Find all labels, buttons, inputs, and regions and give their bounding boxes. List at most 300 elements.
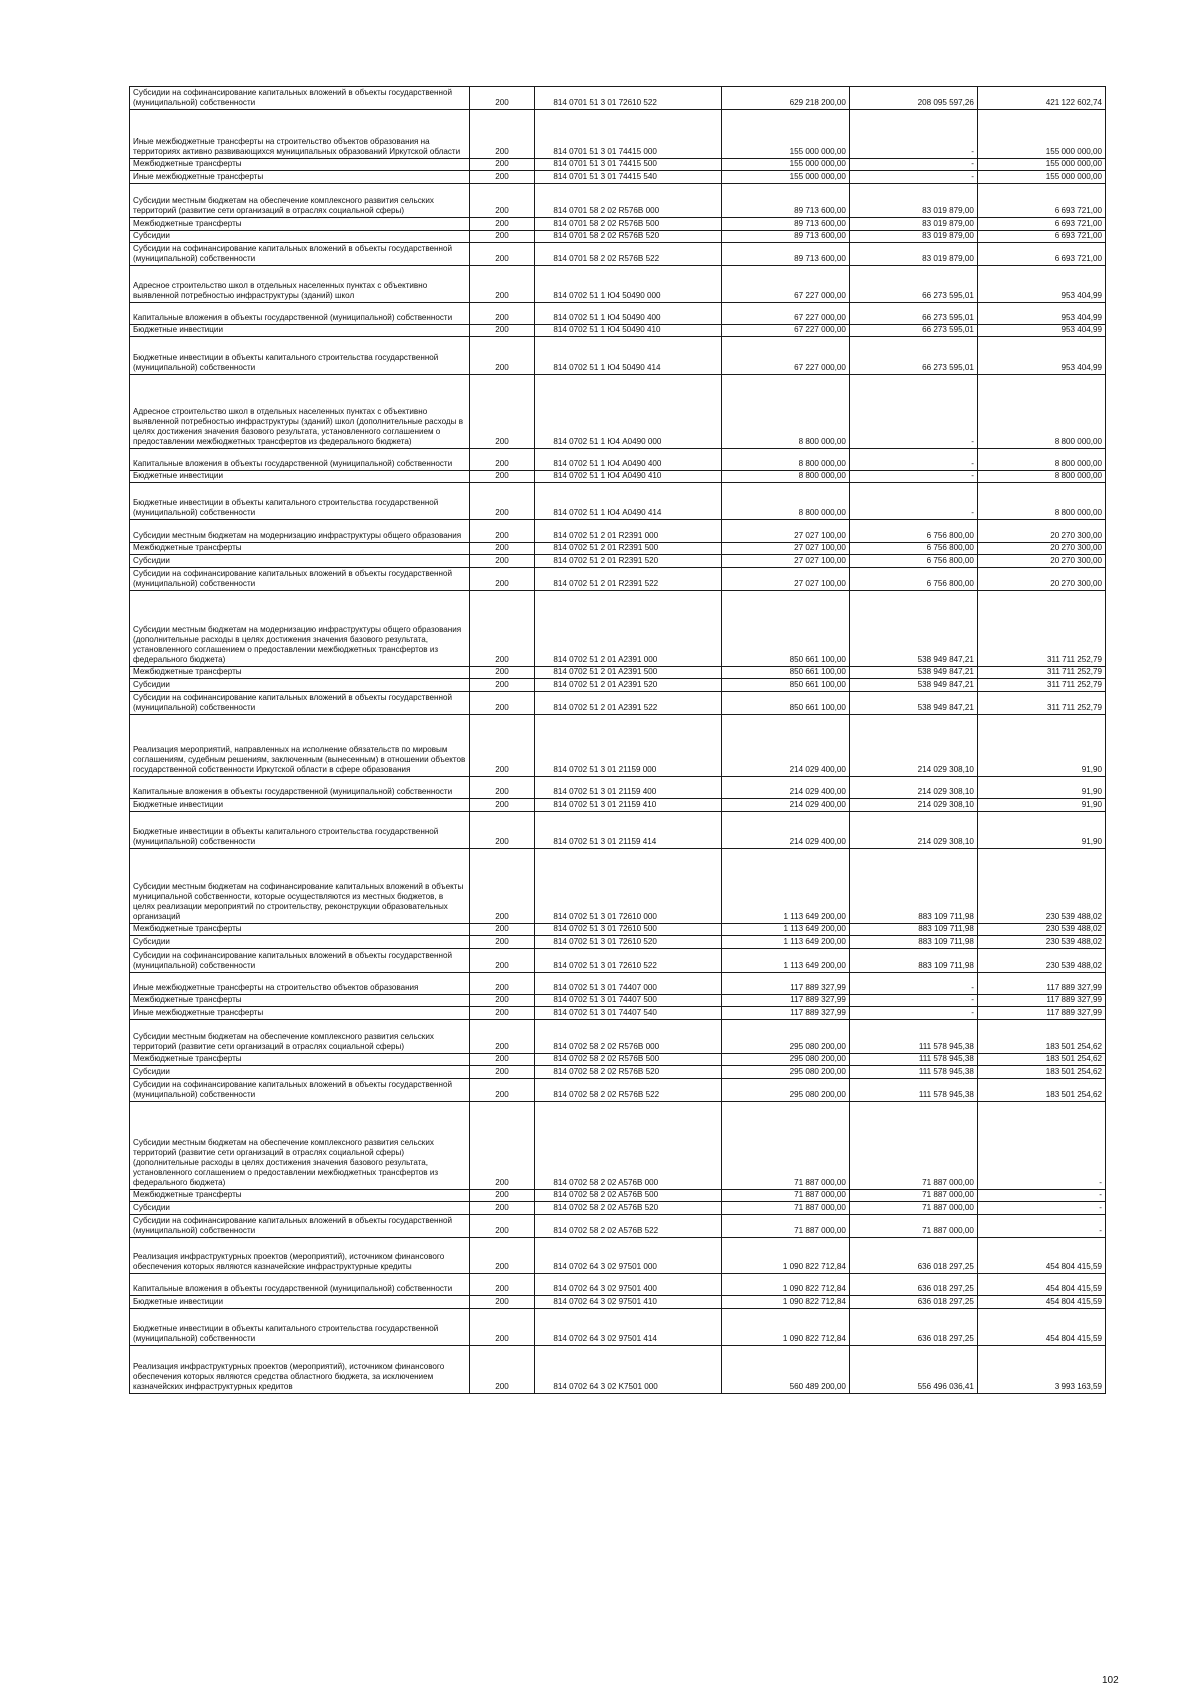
row-budget-classification-code: 814 0702 51 1 Ю4 50490 410 <box>535 325 722 337</box>
table-row <box>130 1346 1106 1394</box>
row-line-code: 200 <box>469 483 535 520</box>
table-row <box>130 667 1106 679</box>
row-name: Иные межбюджетные трансферты на строительство объектов образования на территориях активно развивающихся муниципальных образований Иркутской области <box>130 110 470 159</box>
row-budget-classification-code: 814 0701 58 2 02 R576B 520 <box>535 231 722 243</box>
row-unexecuted-amount: 6 693 721,00 <box>977 243 1105 266</box>
row-approved-amount: 67 227 000,00 <box>721 337 849 375</box>
row-unexecuted-amount: 953 404,99 <box>977 266 1105 303</box>
table-row <box>130 449 1106 471</box>
row-line-code: 200 <box>469 1102 535 1190</box>
row-executed-amount: 111 578 945,38 <box>849 1020 977 1054</box>
row-approved-amount: 850 661 100,00 <box>721 692 849 715</box>
row-name: Субсидии на софинансирование капитальных вложений в объекты государственной (муниципальной) собственности <box>130 243 470 266</box>
table-row <box>130 849 1106 924</box>
row-unexecuted-amount: 454 804 415,59 <box>977 1309 1105 1346</box>
row-budget-classification-code: 814 0702 64 3 02 97501 410 <box>535 1296 722 1309</box>
budget-sheet <box>129 86 1106 1394</box>
table-row <box>130 231 1106 243</box>
table-row <box>130 1238 1106 1274</box>
row-approved-amount: 117 889 327,99 <box>721 1007 849 1020</box>
row-unexecuted-amount: 117 889 327,99 <box>977 995 1105 1007</box>
row-line-code: 200 <box>469 218 535 231</box>
row-approved-amount: 1 113 649 200,00 <box>721 849 849 924</box>
row-line-code: 200 <box>469 171 535 184</box>
table-row <box>130 110 1106 159</box>
row-approved-amount: 8 800 000,00 <box>721 375 849 449</box>
row-name: Межбюджетные трансферты <box>130 1190 470 1202</box>
table-row <box>130 1102 1106 1190</box>
row-name: Субсидии на софинансирование капитальных вложений в объекты государственной (муниципальной) собственности <box>130 1079 470 1102</box>
row-unexecuted-amount: 6 693 721,00 <box>977 218 1105 231</box>
row-line-code: 200 <box>469 812 535 849</box>
row-executed-amount: 6 756 800,00 <box>849 555 977 568</box>
table-row <box>130 1054 1106 1066</box>
row-line-code: 200 <box>469 692 535 715</box>
row-executed-amount: 208 095 597,26 <box>849 87 977 110</box>
row-executed-amount: 71 887 000,00 <box>849 1215 977 1238</box>
row-budget-classification-code: 814 0702 51 3 01 72610 522 <box>535 949 722 973</box>
row-approved-amount: 27 027 100,00 <box>721 555 849 568</box>
row-budget-classification-code: 814 0702 51 3 01 74407 500 <box>535 995 722 1007</box>
row-line-code: 200 <box>469 777 535 799</box>
row-name: Реализация инфраструктурных проектов (мероприятий), источником финансового обеспечения которых являются казначейские инфраструктурные кредиты <box>130 1238 470 1274</box>
row-name: Бюджетные инвестиции <box>130 1296 470 1309</box>
row-line-code: 200 <box>469 520 535 543</box>
row-budget-classification-code: 814 0702 51 1 Ю4 A0490 410 <box>535 471 722 483</box>
row-approved-amount: 89 713 600,00 <box>721 231 849 243</box>
row-approved-amount: 850 661 100,00 <box>721 591 849 667</box>
row-approved-amount: 67 227 000,00 <box>721 325 849 337</box>
row-name: Субсидии на софинансирование капитальных вложений в объекты государственной (муниципальной) собственности <box>130 87 470 110</box>
row-budget-classification-code: 814 0702 51 3 01 74407 540 <box>535 1007 722 1020</box>
table-row <box>130 1190 1106 1202</box>
row-name: Субсидии на софинансирование капитальных вложений в объекты государственной (муниципальной) собственности <box>130 692 470 715</box>
row-approved-amount: 1 090 822 712,84 <box>721 1309 849 1346</box>
row-budget-classification-code: 814 0702 51 1 Ю4 A0490 000 <box>535 375 722 449</box>
table-row <box>130 692 1106 715</box>
table-row <box>130 568 1106 591</box>
row-budget-classification-code: 814 0702 51 3 01 21159 000 <box>535 715 722 777</box>
row-line-code: 200 <box>469 1066 535 1079</box>
row-approved-amount: 8 800 000,00 <box>721 449 849 471</box>
row-executed-amount: 883 109 711,98 <box>849 924 977 936</box>
table-row <box>130 936 1106 949</box>
row-executed-amount: 66 273 595,01 <box>849 303 977 325</box>
row-approved-amount: 1 090 822 712,84 <box>721 1296 849 1309</box>
row-executed-amount: - <box>849 483 977 520</box>
row-line-code: 200 <box>469 973 535 995</box>
table-row <box>130 543 1106 555</box>
row-executed-amount: 538 949 847,21 <box>849 667 977 679</box>
row-approved-amount: 214 029 400,00 <box>721 777 849 799</box>
row-approved-amount: 89 713 600,00 <box>721 243 849 266</box>
row-line-code: 200 <box>469 266 535 303</box>
row-unexecuted-amount: 454 804 415,59 <box>977 1274 1105 1296</box>
row-unexecuted-amount: 91,90 <box>977 715 1105 777</box>
table-row <box>130 483 1106 520</box>
row-name: Бюджетные инвестиции <box>130 471 470 483</box>
row-name: Иные межбюджетные трансферты <box>130 1007 470 1020</box>
row-unexecuted-amount: 311 711 252,79 <box>977 591 1105 667</box>
row-budget-classification-code: 814 0702 64 3 02 97501 414 <box>535 1309 722 1346</box>
row-line-code: 200 <box>469 924 535 936</box>
row-line-code: 200 <box>469 568 535 591</box>
row-line-code: 200 <box>469 936 535 949</box>
row-approved-amount: 8 800 000,00 <box>721 471 849 483</box>
row-executed-amount: - <box>849 110 977 159</box>
row-approved-amount: 71 887 000,00 <box>721 1102 849 1190</box>
table-row <box>130 1202 1106 1215</box>
row-name: Бюджетные инвестиции <box>130 325 470 337</box>
row-approved-amount: 67 227 000,00 <box>721 266 849 303</box>
row-approved-amount: 560 489 200,00 <box>721 1346 849 1394</box>
row-line-code: 200 <box>469 1346 535 1394</box>
row-executed-amount: 71 887 000,00 <box>849 1202 977 1215</box>
row-line-code: 200 <box>469 1190 535 1202</box>
row-line-code: 200 <box>469 591 535 667</box>
table-row <box>130 1079 1106 1102</box>
table-row <box>130 243 1106 266</box>
row-unexecuted-amount: 6 693 721,00 <box>977 231 1105 243</box>
table-row <box>130 1020 1106 1054</box>
row-unexecuted-amount: 91,90 <box>977 812 1105 849</box>
table-row <box>130 184 1106 218</box>
row-unexecuted-amount: 183 501 254,62 <box>977 1054 1105 1066</box>
row-name: Бюджетные инвестиции в объекты капитального строительства государственной (муниципальной) собственности <box>130 483 470 520</box>
row-name: Реализация инфраструктурных проектов (мероприятий), источником финансового обеспечения которых являются средства областного бюджета, за исключением казначейских инфраструктурных кредитов <box>130 1346 470 1394</box>
row-unexecuted-amount: 155 000 000,00 <box>977 171 1105 184</box>
budget-execution-table <box>129 86 1106 1394</box>
row-executed-amount: 111 578 945,38 <box>849 1054 977 1066</box>
table-row <box>130 555 1106 568</box>
row-line-code: 200 <box>469 949 535 973</box>
row-line-code: 200 <box>469 375 535 449</box>
row-approved-amount: 71 887 000,00 <box>721 1202 849 1215</box>
row-line-code: 200 <box>469 231 535 243</box>
row-unexecuted-amount: - <box>977 1202 1105 1215</box>
row-name: Реализация мероприятий, направленных на исполнение обязательств по мировым соглашениям, судебным решениям, заключенным (вынесенным) в отношении объектов государственной собственности Иркутской области в сфере образования <box>130 715 470 777</box>
table-row <box>130 218 1106 231</box>
row-budget-classification-code: 814 0702 64 3 02 K7501 000 <box>535 1346 722 1394</box>
row-line-code: 200 <box>469 1309 535 1346</box>
page-number: 102 <box>1102 1675 1119 1686</box>
row-executed-amount: 636 018 297,25 <box>849 1296 977 1309</box>
row-unexecuted-amount: 8 800 000,00 <box>977 375 1105 449</box>
row-executed-amount: 83 019 879,00 <box>849 231 977 243</box>
row-executed-amount: 71 887 000,00 <box>849 1190 977 1202</box>
row-unexecuted-amount: 117 889 327,99 <box>977 973 1105 995</box>
row-line-code: 200 <box>469 679 535 692</box>
row-unexecuted-amount: 454 804 415,59 <box>977 1296 1105 1309</box>
table-row <box>130 303 1106 325</box>
row-budget-classification-code: 814 0702 51 3 01 72610 000 <box>535 849 722 924</box>
row-executed-amount: - <box>849 1007 977 1020</box>
row-executed-amount: 66 273 595,01 <box>849 266 977 303</box>
row-unexecuted-amount: 183 501 254,62 <box>977 1066 1105 1079</box>
row-executed-amount: - <box>849 449 977 471</box>
row-name: Капитальные вложения в объекты государственной (муниципальной) собственности <box>130 1274 470 1296</box>
row-executed-amount: 83 019 879,00 <box>849 243 977 266</box>
row-name: Бюджетные инвестиции в объекты капитального строительства государственной (муниципальной) собственности <box>130 1309 470 1346</box>
row-approved-amount: 1 113 649 200,00 <box>721 924 849 936</box>
table-row <box>130 777 1106 799</box>
row-name: Межбюджетные трансферты <box>130 218 470 231</box>
row-approved-amount: 295 080 200,00 <box>721 1079 849 1102</box>
row-unexecuted-amount: - <box>977 1102 1105 1190</box>
row-approved-amount: 295 080 200,00 <box>721 1020 849 1054</box>
row-name: Субсидии местным бюджетам на обеспечение комплексного развития сельских территорий (развитие сети организаций в отраслях социальной сферы) <box>130 184 470 218</box>
row-unexecuted-amount: 311 711 252,79 <box>977 679 1105 692</box>
row-approved-amount: 850 661 100,00 <box>721 667 849 679</box>
row-approved-amount: 1 090 822 712,84 <box>721 1274 849 1296</box>
row-unexecuted-amount: 8 800 000,00 <box>977 471 1105 483</box>
row-executed-amount: 214 029 308,10 <box>849 812 977 849</box>
table-row <box>130 1066 1106 1079</box>
table-row <box>130 87 1106 110</box>
row-line-code: 200 <box>469 1202 535 1215</box>
row-unexecuted-amount: - <box>977 1190 1105 1202</box>
row-budget-classification-code: 814 0702 58 2 02 R576B 522 <box>535 1079 722 1102</box>
row-line-code: 200 <box>469 555 535 568</box>
row-name: Иные межбюджетные трансферты <box>130 171 470 184</box>
row-budget-classification-code: 814 0702 58 2 02 A576B 520 <box>535 1202 722 1215</box>
row-name: Субсидии местным бюджетам на обеспечение комплексного развития сельских территорий (развитие сети организаций в отраслях социальной сферы) <box>130 1020 470 1054</box>
row-executed-amount: 83 019 879,00 <box>849 218 977 231</box>
row-name: Субсидии местным бюджетам на модернизацию инфраструктуры общего образования (дополнительные расходы в целях достижения значения базового результата, установленного соглашением о предоставлении межбюджетных трансфертов из федерального бюджета) <box>130 591 470 667</box>
row-unexecuted-amount: 20 270 300,00 <box>977 555 1105 568</box>
row-budget-classification-code: 814 0702 58 2 02 R576B 000 <box>535 1020 722 1054</box>
table-row <box>130 375 1106 449</box>
row-line-code: 200 <box>469 715 535 777</box>
row-name: Капитальные вложения в объекты государственной (муниципальной) собственности <box>130 449 470 471</box>
table-row <box>130 337 1106 375</box>
row-unexecuted-amount: 230 539 488,02 <box>977 849 1105 924</box>
table-row <box>130 325 1106 337</box>
row-budget-classification-code: 814 0702 51 1 Ю4 A0490 414 <box>535 483 722 520</box>
row-unexecuted-amount: 230 539 488,02 <box>977 949 1105 973</box>
row-budget-classification-code: 814 0702 58 2 02 A576B 522 <box>535 1215 722 1238</box>
row-budget-classification-code: 814 0702 51 3 01 21159 410 <box>535 799 722 812</box>
row-line-code: 200 <box>469 303 535 325</box>
row-budget-classification-code: 814 0702 51 1 Ю4 50490 000 <box>535 266 722 303</box>
row-name: Субсидии <box>130 1202 470 1215</box>
row-name: Субсидии <box>130 555 470 568</box>
row-executed-amount: 214 029 308,10 <box>849 777 977 799</box>
row-unexecuted-amount: 20 270 300,00 <box>977 568 1105 591</box>
row-budget-classification-code: 814 0701 51 3 01 72610 522 <box>535 87 722 110</box>
row-budget-classification-code: 814 0701 58 2 02 R576B 000 <box>535 184 722 218</box>
row-approved-amount: 27 027 100,00 <box>721 520 849 543</box>
row-budget-classification-code: 814 0702 58 2 02 R576B 520 <box>535 1066 722 1079</box>
row-approved-amount: 295 080 200,00 <box>721 1066 849 1079</box>
row-line-code: 200 <box>469 184 535 218</box>
row-executed-amount: 538 949 847,21 <box>849 591 977 667</box>
row-name: Субсидии местным бюджетам на обеспечение комплексного развития сельских территорий (развитие сети организаций в отраслях социальной сферы) (дополнительные расходы в целях достижения значения базового результата, установленного соглашением о предоставлении межбюджетных трансфертов из федерального бюджета) <box>130 1102 470 1190</box>
row-name: Капитальные вложения в объекты государственной (муниципальной) собственности <box>130 303 470 325</box>
row-unexecuted-amount: 8 800 000,00 <box>977 449 1105 471</box>
row-unexecuted-amount: 3 993 163,59 <box>977 1346 1105 1394</box>
row-budget-classification-code: 814 0701 51 3 01 74415 540 <box>535 171 722 184</box>
row-name: Субсидии местным бюджетам на модернизацию инфраструктуры общего образования <box>130 520 470 543</box>
row-name: Субсидии <box>130 936 470 949</box>
row-unexecuted-amount: 311 711 252,79 <box>977 667 1105 679</box>
row-budget-classification-code: 814 0702 51 2 01 R2391 000 <box>535 520 722 543</box>
row-approved-amount: 214 029 400,00 <box>721 715 849 777</box>
row-unexecuted-amount: 117 889 327,99 <box>977 1007 1105 1020</box>
row-budget-classification-code: 814 0702 51 3 01 21159 400 <box>535 777 722 799</box>
row-executed-amount: 538 949 847,21 <box>849 679 977 692</box>
row-line-code: 200 <box>469 1274 535 1296</box>
row-unexecuted-amount: 311 711 252,79 <box>977 692 1105 715</box>
row-name: Субсидии на софинансирование капитальных вложений в объекты государственной (муниципальной) собственности <box>130 949 470 973</box>
row-name: Бюджетные инвестиции в объекты капитального строительства государственной (муниципальной) собственности <box>130 337 470 375</box>
table-row <box>130 1215 1106 1238</box>
row-executed-amount: 6 756 800,00 <box>849 568 977 591</box>
row-name: Капитальные вложения в объекты государственной (муниципальной) собственности <box>130 777 470 799</box>
row-approved-amount: 629 218 200,00 <box>721 87 849 110</box>
row-unexecuted-amount: 230 539 488,02 <box>977 924 1105 936</box>
row-unexecuted-amount: 953 404,99 <box>977 325 1105 337</box>
row-budget-classification-code: 814 0702 51 3 01 72610 520 <box>535 936 722 949</box>
row-budget-classification-code: 814 0702 51 2 01 A2391 522 <box>535 692 722 715</box>
row-executed-amount: 66 273 595,01 <box>849 337 977 375</box>
row-line-code: 200 <box>469 243 535 266</box>
table-row <box>130 973 1106 995</box>
row-unexecuted-amount: 8 800 000,00 <box>977 483 1105 520</box>
table-row <box>130 1296 1106 1309</box>
row-executed-amount: 111 578 945,38 <box>849 1066 977 1079</box>
row-line-code: 200 <box>469 1238 535 1274</box>
row-name: Межбюджетные трансферты <box>130 543 470 555</box>
row-line-code: 200 <box>469 1054 535 1066</box>
row-executed-amount: 214 029 308,10 <box>849 715 977 777</box>
row-approved-amount: 155 000 000,00 <box>721 171 849 184</box>
row-budget-classification-code: 814 0701 58 2 02 R576B 500 <box>535 218 722 231</box>
table-row <box>130 715 1106 777</box>
row-unexecuted-amount: 953 404,99 <box>977 337 1105 375</box>
row-approved-amount: 850 661 100,00 <box>721 679 849 692</box>
row-approved-amount: 27 027 100,00 <box>721 568 849 591</box>
row-executed-amount: 556 496 036,41 <box>849 1346 977 1394</box>
row-executed-amount: 538 949 847,21 <box>849 692 977 715</box>
row-approved-amount: 1 113 649 200,00 <box>721 949 849 973</box>
row-budget-classification-code: 814 0702 51 3 01 74407 000 <box>535 973 722 995</box>
row-budget-classification-code: 814 0702 58 2 02 R576B 500 <box>535 1054 722 1066</box>
row-budget-classification-code: 814 0701 58 2 02 R576B 522 <box>535 243 722 266</box>
row-executed-amount: 636 018 297,25 <box>849 1274 977 1296</box>
row-unexecuted-amount: 20 270 300,00 <box>977 520 1105 543</box>
row-executed-amount: 883 109 711,98 <box>849 849 977 924</box>
row-name: Межбюджетные трансферты <box>130 1054 470 1066</box>
table-row <box>130 1007 1106 1020</box>
row-executed-amount: 883 109 711,98 <box>849 936 977 949</box>
row-budget-classification-code: 814 0702 51 1 Ю4 50490 400 <box>535 303 722 325</box>
row-unexecuted-amount: 183 501 254,62 <box>977 1020 1105 1054</box>
row-approved-amount: 89 713 600,00 <box>721 184 849 218</box>
row-approved-amount: 155 000 000,00 <box>721 110 849 159</box>
table-row <box>130 799 1106 812</box>
row-budget-classification-code: 814 0702 58 2 02 A576B 000 <box>535 1102 722 1190</box>
row-unexecuted-amount: 183 501 254,62 <box>977 1079 1105 1102</box>
row-name: Адресное строительство школ в отдельных населенных пунктах с объективно выявленной потребностью инфраструктуры (зданий) школ <box>130 266 470 303</box>
row-approved-amount: 67 227 000,00 <box>721 303 849 325</box>
row-unexecuted-amount: 155 000 000,00 <box>977 110 1105 159</box>
row-approved-amount: 1 090 822 712,84 <box>721 1238 849 1274</box>
row-line-code: 200 <box>469 1215 535 1238</box>
table-row <box>130 1309 1106 1346</box>
row-budget-classification-code: 814 0702 58 2 02 A576B 500 <box>535 1190 722 1202</box>
row-executed-amount: 214 029 308,10 <box>849 799 977 812</box>
table-row <box>130 812 1106 849</box>
row-unexecuted-amount: 421 122 602,74 <box>977 87 1105 110</box>
row-name: Субсидии на софинансирование капитальных вложений в объекты государственной (муниципальной) собственности <box>130 1215 470 1238</box>
table-row <box>130 591 1106 667</box>
row-executed-amount: 636 018 297,25 <box>849 1238 977 1274</box>
row-unexecuted-amount: 953 404,99 <box>977 303 1105 325</box>
row-name: Иные межбюджетные трансферты на строительство объектов образования <box>130 973 470 995</box>
row-budget-classification-code: 814 0701 51 3 01 74415 000 <box>535 110 722 159</box>
table-row <box>130 159 1106 171</box>
row-approved-amount: 155 000 000,00 <box>721 159 849 171</box>
row-approved-amount: 117 889 327,99 <box>721 973 849 995</box>
row-line-code: 200 <box>469 1020 535 1054</box>
row-executed-amount: - <box>849 973 977 995</box>
table-row <box>130 924 1106 936</box>
row-line-code: 200 <box>469 995 535 1007</box>
row-unexecuted-amount: 91,90 <box>977 777 1105 799</box>
row-approved-amount: 1 113 649 200,00 <box>721 936 849 949</box>
row-budget-classification-code: 814 0702 51 2 01 A2391 500 <box>535 667 722 679</box>
row-approved-amount: 71 887 000,00 <box>721 1190 849 1202</box>
row-budget-classification-code: 814 0702 51 2 01 A2391 000 <box>535 591 722 667</box>
table-row <box>130 679 1106 692</box>
table-row <box>130 266 1106 303</box>
row-name: Субсидии <box>130 679 470 692</box>
row-line-code: 200 <box>469 1007 535 1020</box>
row-unexecuted-amount: 230 539 488,02 <box>977 936 1105 949</box>
row-name: Субсидии местным бюджетам на софинансирование капитальных вложений в объекты муниципальной собственности, которые осуществляются из местных бюджетов, в целях реализации мероприятий по строительству, реконструкции образовательных организаций <box>130 849 470 924</box>
row-executed-amount: - <box>849 375 977 449</box>
row-unexecuted-amount: 20 270 300,00 <box>977 543 1105 555</box>
row-name: Субсидии <box>130 231 470 243</box>
row-executed-amount: - <box>849 159 977 171</box>
row-approved-amount: 214 029 400,00 <box>721 799 849 812</box>
row-executed-amount: - <box>849 471 977 483</box>
row-name: Межбюджетные трансферты <box>130 159 470 171</box>
table-row <box>130 520 1106 543</box>
row-budget-classification-code: 814 0702 51 2 01 R2391 520 <box>535 555 722 568</box>
row-line-code: 200 <box>469 667 535 679</box>
table-body <box>130 87 1106 1394</box>
row-name: Субсидии <box>130 1066 470 1079</box>
row-executed-amount: - <box>849 995 977 1007</box>
row-name: Субсидии на софинансирование капитальных вложений в объекты государственной (муниципальной) собственности <box>130 568 470 591</box>
row-name: Бюджетные инвестиции в объекты капитального строительства государственной (муниципальной) собственности <box>130 812 470 849</box>
row-executed-amount: 71 887 000,00 <box>849 1102 977 1190</box>
row-approved-amount: 89 713 600,00 <box>721 218 849 231</box>
row-line-code: 200 <box>469 849 535 924</box>
table-row <box>130 949 1106 973</box>
table-row <box>130 1274 1106 1296</box>
row-approved-amount: 117 889 327,99 <box>721 995 849 1007</box>
row-budget-classification-code: 814 0702 64 3 02 97501 000 <box>535 1238 722 1274</box>
row-budget-classification-code: 814 0702 51 2 01 R2391 522 <box>535 568 722 591</box>
row-approved-amount: 214 029 400,00 <box>721 812 849 849</box>
row-approved-amount: 27 027 100,00 <box>721 543 849 555</box>
row-executed-amount: 883 109 711,98 <box>849 949 977 973</box>
row-budget-classification-code: 814 0702 64 3 02 97501 400 <box>535 1274 722 1296</box>
row-executed-amount: 66 273 595,01 <box>849 325 977 337</box>
